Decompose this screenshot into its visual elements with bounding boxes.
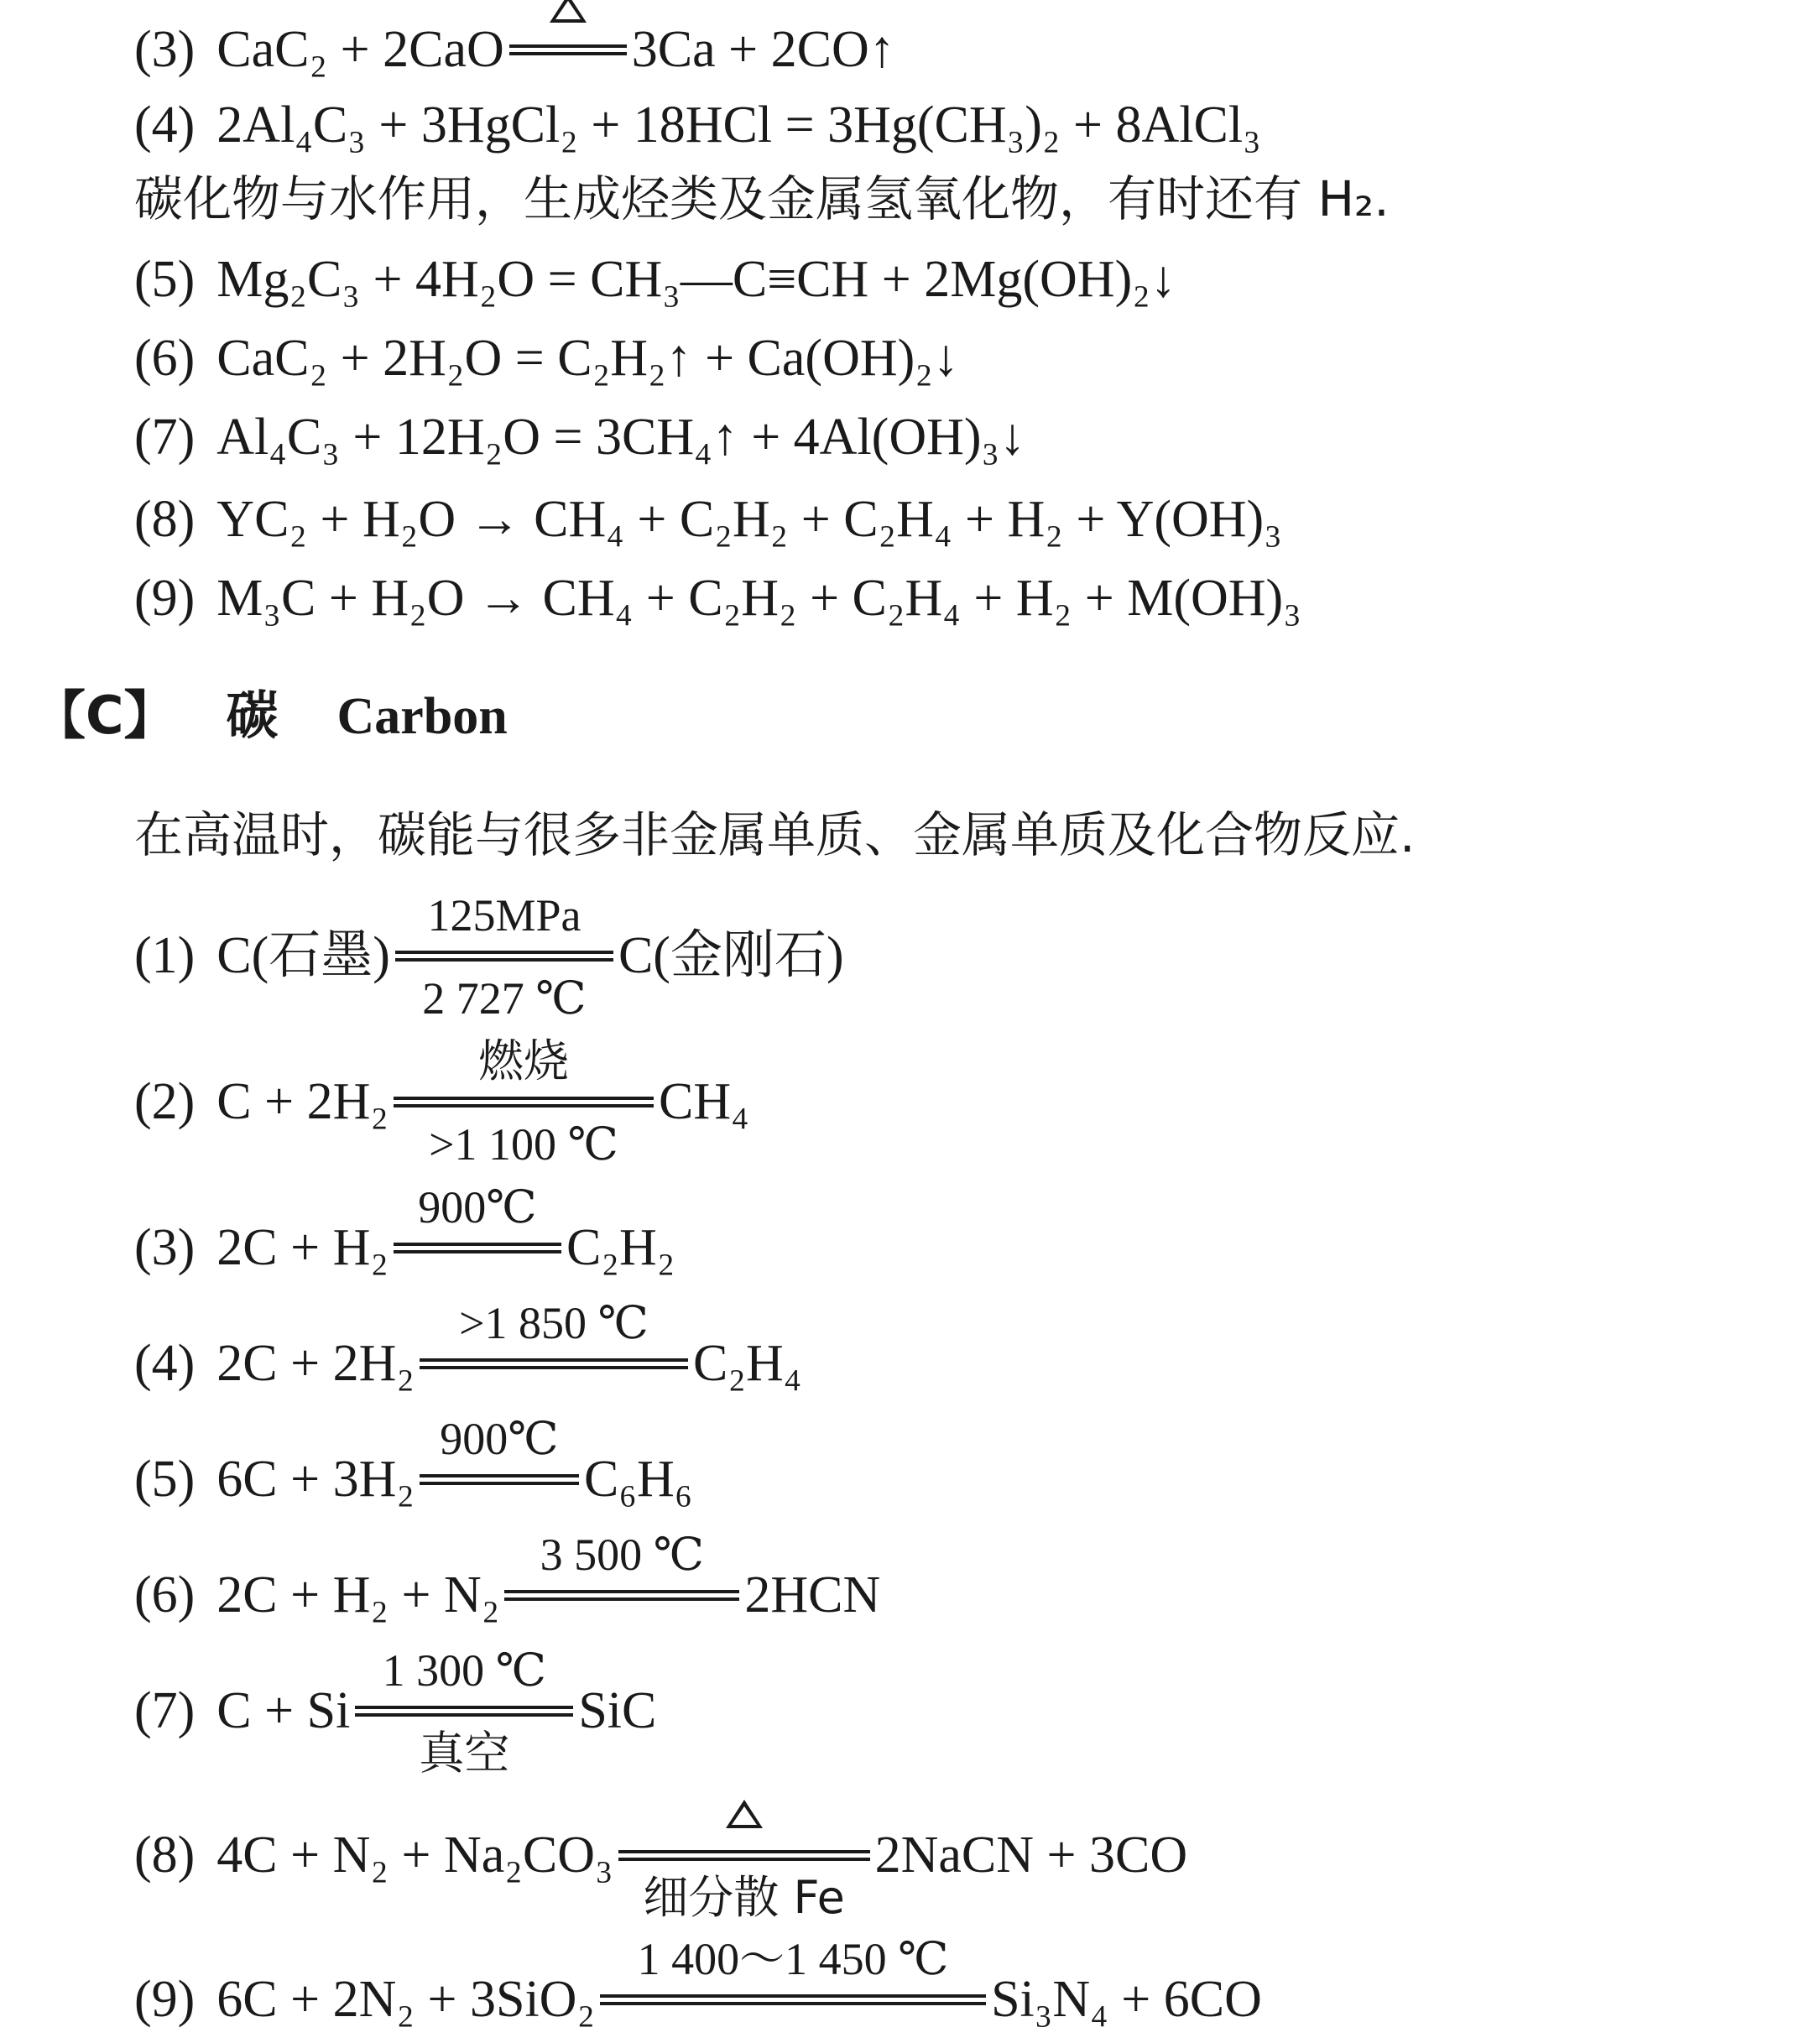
equation-right: SiC (578, 1682, 657, 1739)
section-name: Carbon (336, 688, 508, 745)
reaction-condition (394, 1181, 561, 1253)
condition-below: 细分散 Fe (643, 1870, 845, 1924)
condition-below: 2 727 ℃ (422, 972, 587, 1024)
reaction-condition (395, 889, 613, 1024)
condition-above: 燃烧 (478, 1034, 570, 1087)
equation-text: YC₂ + H₂O → CH₄ + C₂H₂ + C₂H₄ + H₂ + Y(OH)₃ (216, 491, 1282, 548)
equation-number: (4) (134, 96, 196, 154)
equation-number: (3) (134, 1219, 196, 1276)
equation-left: 6C + 3H₂ (216, 1451, 415, 1508)
condition-below: 真空 (419, 1726, 510, 1780)
reaction-condition (509, 44, 627, 55)
equation-right: C₆H₆ (584, 1451, 693, 1508)
equation-top-4 (134, 96, 1261, 154)
equation-carbon-7 (134, 1644, 657, 1780)
equation-left: 2C + H₂ + N₂ (216, 1566, 500, 1623)
equation-text: Al₄C₃ + 12H₂O = 3CH₄↑ + 4Al(OH)₃↓ (216, 409, 1026, 466)
equation-right: C₂H₄ (693, 1335, 802, 1392)
condition-above: 900℃ (418, 1181, 537, 1233)
equation-number: (9) (134, 570, 196, 627)
condition-above: 1 400～1 450 ℃ (637, 1933, 949, 1984)
condition-above: >1 850 ℃ (459, 1297, 649, 1348)
equation-water-6 (134, 330, 959, 387)
section-bracket: 【C】 (34, 685, 176, 746)
equation-text: Mg₂C₃ + 4H₂O = CH₃—C≡CH + 2Mg(OH)₂↓ (216, 251, 1176, 308)
equation-carbon-2 (134, 1034, 749, 1170)
equation-left: C + Si (216, 1682, 351, 1739)
condition-above: 3 500 ℃ (540, 1529, 705, 1580)
equation-number: (3) (134, 21, 196, 78)
equation-carbon-3 (134, 1181, 675, 1276)
equation-carbon-6 (134, 1529, 881, 1623)
heating-triangle-icon (509, 0, 627, 30)
equation-right: Si₃N₄ + 6CO (991, 1971, 1262, 2028)
equation-left: 6C + 2N₂ + 3SiO₂ (216, 1971, 596, 2028)
equation-right: CH₄ (659, 1073, 749, 1130)
equation-number: (8) (134, 1827, 196, 1884)
equation-text: CaC₂ + 2H₂O = C₂H₂↑ + Ca(OH)₂↓ (216, 330, 959, 387)
condition-above: 1 300 ℃ (382, 1644, 547, 1696)
equation-number: (6) (134, 1566, 196, 1623)
reaction-condition (504, 1529, 739, 1601)
equation-right: 2NaCN + 3CO (874, 1827, 1188, 1884)
equation-left: 4C + N₂ + Na₂CO₃ (216, 1827, 613, 1884)
equation-number: (9) (134, 1971, 196, 2028)
equation-top-3 (134, 23, 895, 76)
equation-number: (6) (134, 330, 196, 387)
reaction-condition (355, 1644, 573, 1780)
condition-above: 900℃ (440, 1413, 559, 1464)
equation-right: 3Ca + 2CO↑ (631, 21, 895, 78)
equation-right: 2HCN (744, 1566, 881, 1623)
reaction-condition (600, 1933, 986, 2005)
equation-number: (2) (134, 1073, 196, 1130)
reaction-condition (420, 1297, 688, 1369)
equation-number: (5) (134, 251, 196, 308)
equation-number: (7) (134, 1682, 196, 1739)
equation-number: (4) (134, 1335, 196, 1392)
equation-text: 2Al₄C₃ + 3HgCl₂ + 18HCl = 3Hg(CH₃)₂ + 8AlCl₃ (216, 96, 1261, 154)
equation-left: 2C + 2H₂ (216, 1335, 415, 1392)
reaction-condition (618, 1850, 870, 1924)
equation-text: M₃C + H₂O → CH₄ + C₂H₂ + C₂H₄ + H₂ + M(OH)₃ (216, 570, 1301, 627)
equation-water-8 (134, 491, 1282, 548)
condition-above: 125MPa (427, 889, 581, 941)
equation-right: C(金刚石) (618, 927, 844, 984)
equation-water-7 (134, 409, 1026, 466)
heating-triangle-icon (618, 1790, 870, 1836)
equation-right: C₂H₂ (566, 1219, 675, 1276)
equation-carbon-9 (134, 1933, 1262, 2028)
reaction-condition (420, 1413, 579, 1485)
equation-water-5 (134, 251, 1176, 308)
water-intro-text: 碳化物与水作用，生成烃类及金属氢氧化物，有时还有 H₂. (134, 170, 1390, 227)
equation-number: (1) (134, 927, 196, 984)
equation-carbon-8 (134, 1827, 1188, 1924)
equation-number: (8) (134, 491, 196, 548)
equation-left: CaC₂ + 2CaO (216, 21, 504, 78)
section-symbol: 碳 (226, 685, 279, 746)
reaction-condition (394, 1034, 654, 1170)
section-heading (34, 685, 508, 746)
equation-left: C + 2H₂ (216, 1073, 389, 1130)
equation-left: 2C + H₂ (216, 1219, 389, 1276)
carbon-intro-text: 在高温时，碳能与很多非金属单质、金属单质及化合物反应. (134, 806, 1416, 863)
equation-carbon-4 (134, 1297, 802, 1392)
equation-number: (5) (134, 1451, 196, 1508)
equation-number: (7) (134, 409, 196, 466)
equation-carbon-1 (134, 889, 844, 1024)
equation-left: C(石墨) (216, 927, 390, 984)
equation-water-9 (134, 570, 1301, 627)
condition-below: >1 100 ℃ (429, 1118, 618, 1170)
equation-carbon-5 (134, 1413, 693, 1508)
